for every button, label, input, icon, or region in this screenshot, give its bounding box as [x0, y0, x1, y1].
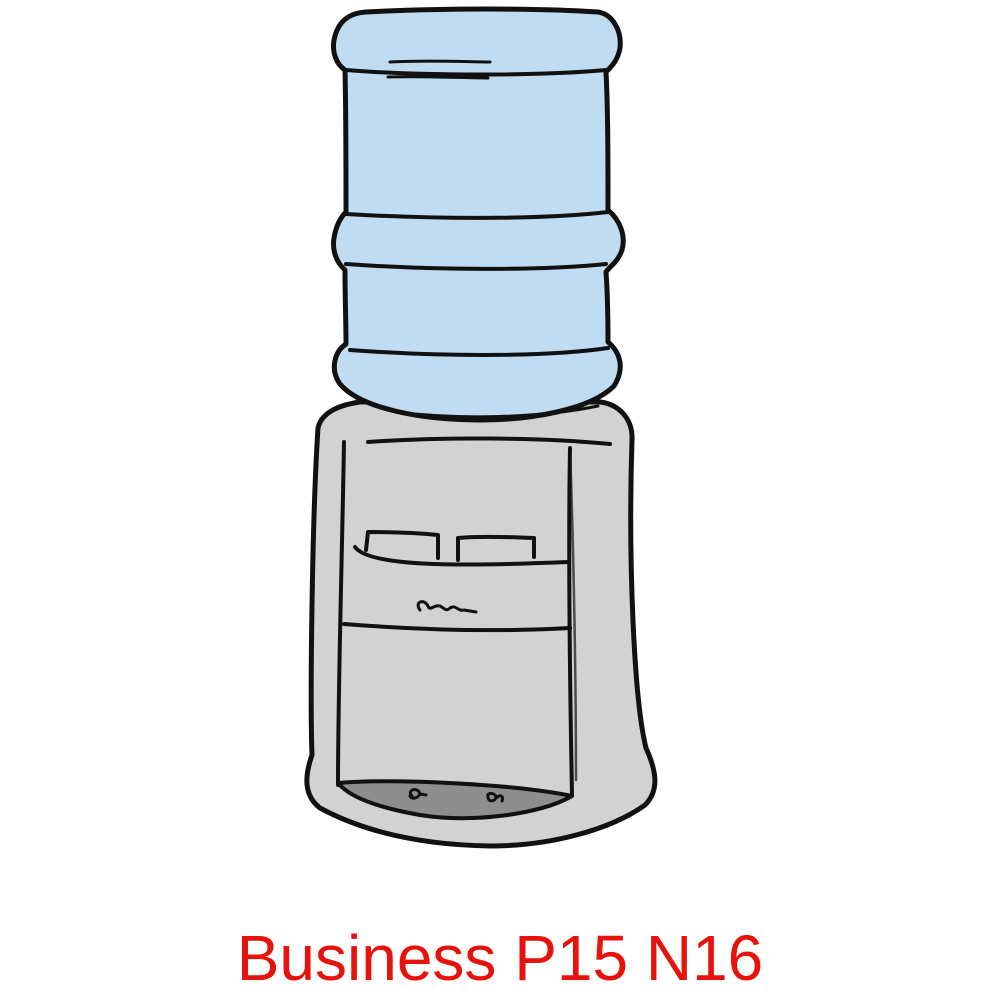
water-bottle [333, 9, 623, 420]
dispenser-body [307, 402, 655, 846]
caption: Business P15 N16 [236, 922, 764, 994]
